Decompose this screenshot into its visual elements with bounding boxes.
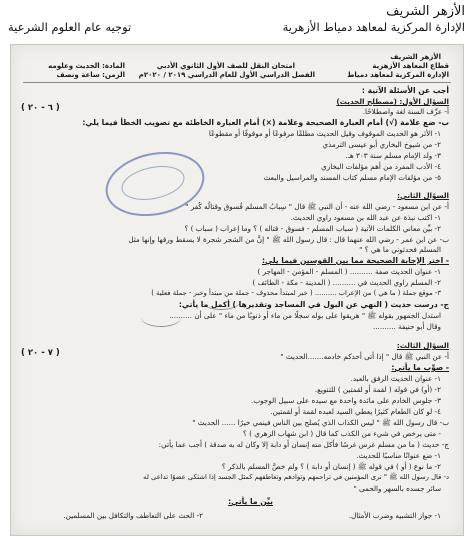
- q1-line: ٢- من شيوخ البخاري أبو عيسى الترمذي: [322, 140, 441, 149]
- instruction: أجب عن الأسئلة الآتية :: [361, 86, 449, 95]
- sheet-right-2: قطاع المعاهد الأزهرية: [372, 62, 449, 70]
- sheet-center-1: امتحان النقل للصف الأول الثانوي الأدبي: [156, 62, 295, 70]
- header-divider: [23, 82, 451, 83]
- q3-line: ١- عنوان الحديث الرفق بالعبد.: [350, 374, 441, 383]
- header-azhar: الأزهر الشريف: [386, 4, 465, 19]
- q3-line: ٣- جلوس الخادم على مائدة واحدة مع سيده على سبيل الوجوب.: [251, 396, 441, 405]
- q3-line: ٤- لو كان الطعام كثيرًا يعطي السيد لعبده لقمة أو لقمتين.: [270, 407, 441, 416]
- q2-title: السؤال الثاني:: [397, 191, 449, 200]
- sheet-left-2: الزمن: ساعة ونصف: [56, 71, 125, 79]
- q3-line: ١- جواز التشبيه وضرب الأمثال.: [348, 511, 441, 520]
- q3-line: ٢- الحث على التعاطف والتكافل بين المسلمين.: [63, 511, 203, 520]
- q3-line: - متى يرخص في شيء من الكذب كما قال ( ابن شهاب الزهري ) ؟: [243, 429, 441, 438]
- q2-line: أ- عن ابن مسعود - رضي الله عنه - أن النبي ﷺ قال " سِبابُ المسلم فُسوق وقتالُه كُفر ": [185, 202, 449, 211]
- q3-line: - صوِّب ما يأتي:: [391, 363, 449, 372]
- sheet-right-3: الإدارة المركزية لمعاهد دمياط: [347, 71, 449, 79]
- ink-scribble: [201, 291, 241, 310]
- q3-line: سائر جسده بالسهر والحمى ": [353, 484, 441, 493]
- ink-scribble: [141, 308, 181, 327]
- q2-line: ب- عن ابن عمر - رضي الله عنهما قال : قال رسول الله ﷺ " إنَّ من الشجر شجرة لا يسقط ورقها وإنها مثل: [128, 235, 449, 244]
- q1-line: أ- عرِّف السنة لغة واصطلاحًا.: [362, 107, 449, 116]
- q1-marks: ( ٦ - ٢٠ ): [21, 103, 60, 113]
- q3-line: ٢- ما نوع ( أو ) في قوله ﷺ ( إنسان أو دابة ) ؟ ولم خصَّ المسلم بالذكر ؟: [221, 462, 441, 471]
- q1-line: ٣- ولد الإمام مسلم سنة ٣٠٣ هـ.: [345, 151, 441, 160]
- q3-line: أ- عن النبي ﷺ قال " إذا أتى أحدكم خادمه.......الحديث ": [280, 352, 449, 361]
- q1-title: السؤال الأول: (مصطلح الحديث): [336, 97, 449, 106]
- q1-line: ب- ضع علامة (√) أمام العبارة الصحيحة وعلامة (×) أمام العبارة الخاطئة مع تصويب الخطأ فيما يلي:: [82, 118, 449, 127]
- q1-line: ٥- من مؤلفات الإمام مسلم كتاب المسند والمراسيل والبعث: [263, 173, 441, 182]
- header-guidance: توجيه عام العلوم الشرعية: [8, 20, 132, 34]
- q2-line: ٢- بيِّن معاني الكلمات الآتية ( سباب المسلم - فسوق - قتاله ) ؟ وما إعراب ( سباب ) ؟: [184, 224, 441, 233]
- q2-line: ج- درست حديث ( النهي عن البول في المساجد وتقديرها ) أكمل ما يأتي:: [178, 300, 449, 309]
- q2-line: ١- اكتب نبذة عن عبد الله بن مسعود راوي الحديث.: [290, 213, 441, 222]
- q3-line: د- قال رسول الله ﷺ " ترى المؤمنين في تراحمهم وتوادهم وتعاطفهم كمثل الجسد إذا اشتكى عضوًا تداعى له: [143, 473, 449, 481]
- q3-title: السؤال الثالث:: [396, 341, 449, 350]
- q3-marks: ( ٧ - ٢٠ ): [21, 348, 60, 358]
- q3-line: ٢- (أو) في قوله ( لقمة أو لقمتين ) للتنويع.: [314, 385, 441, 394]
- q2-line: استدل الجمهور بقوله ﷺ " هريقوا على بوله سجلًا من ماء أو ذنوبًا من ماء " على أن ..........: [169, 311, 441, 320]
- q2-line: المسلم فحدثوني ما هي ؟ ": [359, 245, 441, 254]
- sheet-left-1: المادة: الحديث وعلومه: [48, 62, 125, 70]
- q2-line: وقال أبو حنيفة ..........: [372, 322, 441, 331]
- q2-line: ١- عنوان الحديث صفة .......... ( المسلم - المؤمن - المهاجر ): [257, 267, 441, 276]
- q1-line: ٤- الأدب المفرد من أهم مؤلفات البخاري: [321, 162, 441, 171]
- q3-line: ١- ضع عنوانًا مناسبًا للحديث.: [356, 451, 441, 460]
- q2-line: ٣- موقع جملة ( ما هي ) من الإعراب .......... ( خبر لمبتدأ محذوف - جملة من مبتدأ وخبر - جملة فعلية ): [151, 289, 441, 297]
- header-admin: الإدارة المركزية لمعاهد دمياط الأزهرية: [282, 20, 465, 34]
- q2-line: - اختر الإجابة الصحيحة مما بين القوسين فيما يلي:: [261, 256, 449, 265]
- q1-line: ١- الأثر هو الحديث الموقوف وقيل الحديث مطلقًا مرفوعًا أو موقوفًا أو مقطوعًا: [208, 129, 441, 138]
- q3-line: بيِّن ما يأتي:: [228, 497, 273, 506]
- sheet-center-2: الفصل الدراسي الأول للعام الدراسي ٢٠١٩ / ٢٠٢٠م: [138, 71, 315, 79]
- q3-line: ج- حديث ( ما من مسلم غرس غرسًا فأكل منه إنسان أو دابة إلا وكان له به صدقة ) أجب عما يأتي:: [158, 440, 449, 449]
- q2-line: ٢- المسلم راوي الحديث في .......... ( المدينة - مكة - الطائف ): [252, 278, 441, 287]
- exam-sheet-photo: [10, 44, 464, 536]
- sheet-right-1: الأزهر الشريف: [390, 53, 441, 61]
- q3-line: ب- قال رسول الله ﷺ " ليس الكذاب الذي يُصلح بين الناس فينمي خيرًا ...... الحديث ": [192, 418, 449, 427]
